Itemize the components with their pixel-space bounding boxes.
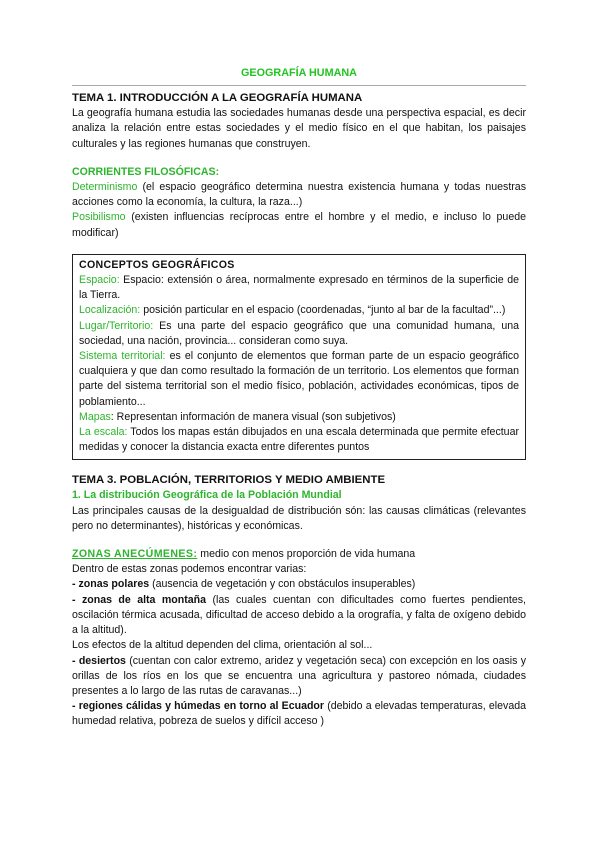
concepto-espacio: Espacio: Espacio: extensión o área, normalmente expresado en términos de la superficie de la Tierra. [79, 274, 519, 302]
document-page [72, 66, 526, 730]
tema1-intro: La geografía humana estudia las sociedades humanas desde una perspectiva espacial, es decir analiza la relación entre estas sociedades y el medio físico en el que habitan, los paisajes culturales y las regiones humanas que construyen. [72, 107, 526, 150]
concepto-sistema: Sistema territorial: es el conjunto de elementos que forman parte de un espacio geográfico cualquiera y que dan como resultado la formación de un territorio. Los elementos que forman parte del sistema territorial son el medio físico, población, actividades económicas, tipos de poblamiento... [79, 350, 519, 408]
tema3-intro: Las principales causas de la desigualdad de distribución són: las causas climáticas (relevantes pero no determinantes), históricas y económicas. [72, 504, 526, 532]
altitud-note: Los efectos de la altitud dependen del clima, orientación al sol... [72, 639, 373, 652]
zona-montana: - zonas de alta montaña (las cuales cuentan con dificultades como fuertes pendientes, oscilación térmica acusada, dificultad de acceso debido a la orografía, y falta de oxígeno debido a la altitud). [72, 593, 526, 637]
corriente-determinismo: Determinismo (el espacio geográfico determina nuestra existencia humana y todas nuestras acciones como la economía, la cultura, la raza...) [72, 181, 526, 209]
concepto-mapas: Mapas: Representan información de manera visual (son subjetivos) [79, 410, 396, 423]
anecumenes-lead: Dentro de estas zonas podemos encontrar varias: [72, 563, 307, 576]
conceptos-box [72, 254, 526, 461]
zona-calidas: - regiones cálidas y húmedas en torno al Ecuador (debido a elevadas temperaturas, elevada humedad relativa, pobreza de suelos y difícil acceso ) [72, 700, 526, 728]
corrientes-section [72, 165, 526, 241]
zona-polares: - zonas polares (ausencia de vegetación y con obstáculos insuperables) [72, 578, 416, 591]
tema3-section [72, 473, 526, 534]
corriente-posibilismo: Posibilismo (existen influencias recíprocas entre el hombre y el medio, e incluso lo puede modificar) [72, 211, 526, 239]
tema3-heading: TEMA 3. POBLACIÓN, TERRITORIOS Y MEDIO AMBIENTE [72, 474, 386, 487]
concepto-localizacion: Localización: posición particular en el espacio (coordenadas, “junto al bar de la facultad”...) [79, 304, 506, 317]
anecumenes-def: ZONAS ANECÚMENES: medio con menos proporción de vida humana [72, 548, 416, 561]
tema3-subheading: 1. La distribución Geográfica de la Población Mundial [72, 489, 342, 502]
corrientes-heading: CORRIENTES FILOSÓFICAS: [72, 165, 220, 178]
concepto-lugar: Lugar/Territorio: Es una parte del espacio geográfico que una comunidad humana, una sociedad, una nación, provincia... consideran como suya. [79, 319, 519, 347]
title-divider [72, 85, 526, 86]
conceptos-heading: CONCEPTOS GEOGRÁFICOS [79, 258, 235, 271]
zona-desiertos: - desiertos (cuentan con calor extremo, aridez y vegetación seca) con excepción en los oasis y orillas de los ríos en los que se encuentra una agricultura y pastoreo nómada, ciudades presentes a lo largo de las rutas de caravanas...) [72, 654, 527, 697]
anecumenes-section [72, 547, 526, 729]
concepto-escala: La escala: Todos los mapas están dibujados en una escala determinada que permite efectuar medidas y conocer la distancia exacta entre diferentes puntos [79, 426, 519, 454]
tema1-heading: TEMA 1. INTRODUCCIÓN A LA GEOGRAFÍA HUMANA [72, 92, 363, 105]
document-title: GEOGRAFÍA HUMANA [241, 67, 357, 79]
